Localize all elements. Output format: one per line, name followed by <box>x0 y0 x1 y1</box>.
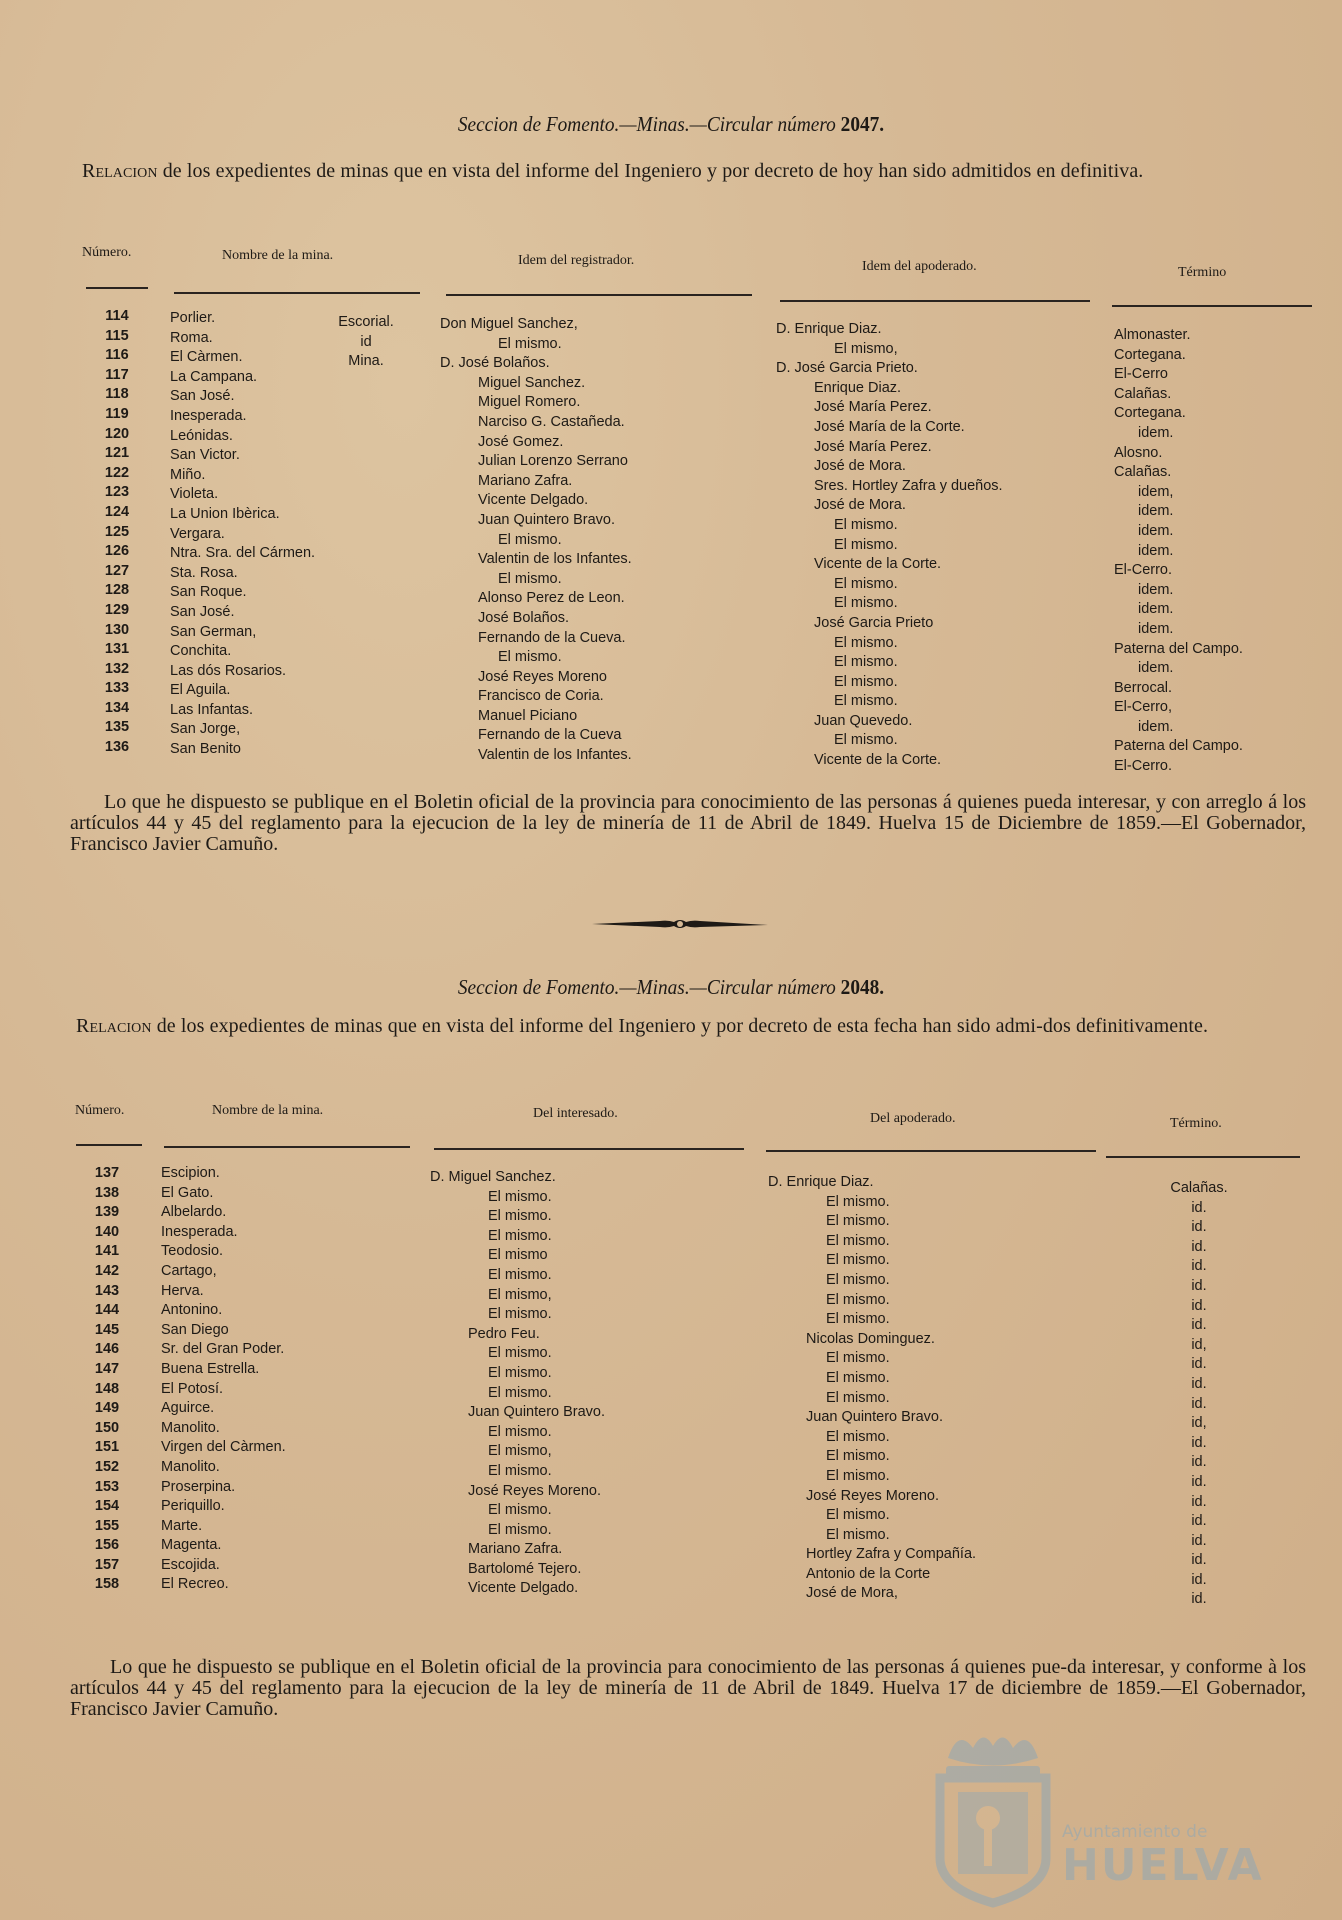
s1-col-registrador <box>440 315 632 766</box>
cell-mina: Inesperada. <box>170 407 247 424</box>
cell-numero: 158 <box>94 1576 120 1593</box>
cell-interesado: El mismo. <box>488 1364 552 1381</box>
cell-registrador: Valentin de los Infantes. <box>478 747 632 764</box>
cell-numero: 125 <box>104 523 130 540</box>
cell-tipo <box>336 509 396 529</box>
cell-numero: 156 <box>94 1537 120 1554</box>
cell-registrador: Don Miguel Sanchez, <box>440 316 578 332</box>
cell-numero: 148 <box>94 1380 120 1397</box>
cell-apoderado: Juan Quintero Bravo. <box>806 1409 944 1426</box>
cell-termino: El-Cerro <box>1114 366 1168 383</box>
cell-termino: idem. <box>1138 601 1174 618</box>
ornament-divider <box>590 914 770 934</box>
cell-numero: 140 <box>94 1223 120 1240</box>
s1-header-rule <box>1112 305 1312 307</box>
cell-termino: idem. <box>1138 542 1174 559</box>
cell-tipo <box>336 646 396 666</box>
cell-numero: 121 <box>104 445 130 462</box>
cell-tipo <box>336 411 396 431</box>
cell-numero: 126 <box>104 543 130 560</box>
section2-intro-lead: Relacion <box>76 1015 152 1037</box>
cell-apoderado: José de Mora. <box>814 458 906 475</box>
cell-termino: id. <box>1191 1375 1207 1392</box>
cell-termino: Paterna del Campo. <box>1114 738 1243 755</box>
cell-mina: San Jorge, <box>170 721 241 738</box>
cell-termino: idem. <box>1138 718 1174 735</box>
cell-apoderado: José de Mora. <box>814 497 906 514</box>
s1-col-termino <box>1114 326 1243 777</box>
section2-title <box>54 975 1289 1000</box>
cell-termino: id. <box>1191 1532 1207 1549</box>
section1-intro-lead: Relacion <box>82 160 158 182</box>
s2-header-rule <box>1106 1156 1300 1158</box>
cell-tipo <box>336 587 396 607</box>
cell-apoderado: Nicolas Dominguez. <box>806 1330 935 1347</box>
cell-interesado: El mismo. <box>488 1227 552 1244</box>
s2-header-nombre: Nombre de la mina. <box>212 1103 324 1118</box>
cell-termino: idem. <box>1138 522 1174 539</box>
cell-apoderado: Vicente de la Corte. <box>814 556 942 573</box>
cell-mina: El Recreo. <box>161 1576 229 1593</box>
cell-numero: 137 <box>94 1165 120 1181</box>
s1-col-mina <box>170 309 315 760</box>
cell-numero: 154 <box>94 1498 120 1515</box>
s1-header-rule <box>446 294 752 296</box>
cell-tipo <box>336 470 396 490</box>
cell-numero: 122 <box>104 464 130 481</box>
cell-mina: La Campana. <box>170 368 258 385</box>
cell-numero: 133 <box>104 680 130 697</box>
cell-tipo <box>336 627 396 647</box>
cell-apoderado: El mismo. <box>826 1448 890 1465</box>
cell-termino: id. <box>1191 1297 1207 1314</box>
cell-termino: Cortegana. <box>1114 346 1186 363</box>
cell-termino: El-Cerro. <box>1114 562 1173 579</box>
cell-apoderado: El mismo. <box>834 693 898 710</box>
cell-termino: idem, <box>1138 483 1174 500</box>
s2-col-numero <box>82 1164 132 1595</box>
s2-header-numero: Número. <box>75 1103 125 1118</box>
cell-numero: 123 <box>104 484 130 501</box>
section1-intro-text: de los expedientes de minas que en vista del informe del Ingeniero y por decreto de hoy han sido admitidos en definitiva. <box>162 160 1144 182</box>
cell-apoderado: El mismo. <box>826 1467 890 1484</box>
s1-header-numero: Número. <box>82 245 132 260</box>
cell-mina: Roma. <box>170 329 213 346</box>
cell-registrador: José Gomez. <box>478 433 564 450</box>
huelva-coat-of-arms-watermark <box>928 1718 1058 1908</box>
cell-numero: 142 <box>94 1262 120 1279</box>
cell-registrador: El mismo. <box>498 570 562 587</box>
cell-interesado: El mismo. <box>488 1521 552 1538</box>
cell-apoderado: Vicente de la Corte. <box>814 752 942 769</box>
section1-title-text: Seccion de Fomento.—Minas.—Circular número <box>457 112 836 136</box>
cell-mina: El Potosí. <box>161 1380 224 1397</box>
cell-mina: San Victor. <box>170 447 240 464</box>
cell-tipo: id <box>360 333 372 350</box>
cell-numero: 141 <box>94 1243 120 1260</box>
cell-numero: 116 <box>105 347 129 364</box>
cell-tipo <box>336 529 396 549</box>
cell-apoderado: D. Enrique Diaz. <box>776 321 882 337</box>
cell-numero: 146 <box>94 1341 120 1358</box>
cell-apoderado: El mismo. <box>834 575 898 592</box>
cell-mina: Vergara. <box>170 525 225 542</box>
cell-termino: Almonaster. <box>1114 327 1191 343</box>
cell-termino: idem. <box>1138 424 1174 441</box>
s1-header-apoderado: Idem del apoderado. <box>862 259 977 274</box>
cell-registrador: José Bolaños. <box>478 609 570 626</box>
s2-header-rule <box>164 1146 410 1148</box>
cell-apoderado: El mismo. <box>834 673 898 690</box>
cell-mina: San Diego <box>161 1321 229 1338</box>
cell-mina: Periquillo. <box>161 1498 225 1515</box>
cell-numero: 128 <box>104 582 130 599</box>
cell-registrador: Mariano Zafra. <box>478 472 573 489</box>
cell-apoderado: El mismo. <box>826 1389 890 1406</box>
cell-registrador: José Reyes Moreno <box>478 668 607 685</box>
cell-mina: Inesperada. <box>161 1223 238 1240</box>
cell-mina: El Càrmen. <box>170 349 243 366</box>
cell-numero: 150 <box>94 1419 120 1436</box>
cell-apoderado: El mismo. <box>826 1271 890 1288</box>
cell-apoderado: El mismo. <box>826 1507 890 1524</box>
cell-termino: id. <box>1191 1513 1207 1530</box>
cell-mina: Virgen del Càrmen. <box>161 1439 286 1456</box>
cell-registrador: Manuel Piciano <box>478 707 578 724</box>
cell-termino: id. <box>1191 1454 1207 1471</box>
cell-mina: Antonino. <box>161 1302 223 1319</box>
cell-termino: Calañas. <box>1114 385 1172 402</box>
cell-mina: San German, <box>170 623 257 640</box>
cell-registrador: El mismo. <box>498 649 562 666</box>
cell-mina: Escipion. <box>161 1165 220 1181</box>
cell-tipo <box>336 431 396 451</box>
cell-apoderado: José María de la Corte. <box>814 418 965 435</box>
cell-mina: Marte. <box>161 1517 203 1534</box>
section2-circular-number: 2048. <box>840 975 885 999</box>
cell-numero: 151 <box>94 1439 120 1456</box>
cell-mina: Aguirce. <box>161 1400 215 1417</box>
cell-apoderado: El mismo. <box>834 516 898 533</box>
cell-registrador: El mismo. <box>498 531 562 548</box>
cell-interesado: El mismo. <box>488 1345 552 1362</box>
cell-mina: San José. <box>170 603 235 620</box>
cell-mina: Las dós Rosarios. <box>170 662 287 679</box>
cell-apoderado: José Garcia Prieto <box>814 614 934 631</box>
cell-numero: 136 <box>104 739 130 756</box>
cell-numero: 120 <box>104 425 130 442</box>
s2-header-termino: Término. <box>1170 1116 1222 1131</box>
cell-mina: San Benito <box>170 741 241 758</box>
cell-mina: El Aguila. <box>170 682 231 699</box>
cell-mina: Violeta. <box>170 486 219 503</box>
cell-mina: Conchita. <box>170 643 232 660</box>
cell-apoderado: El mismo. <box>826 1291 890 1308</box>
cell-numero: 144 <box>94 1302 120 1319</box>
cell-apoderado: El mismo. <box>826 1213 890 1230</box>
section1-title <box>54 112 1289 137</box>
cell-apoderado: Hortley Zafra y Compañía. <box>806 1546 977 1563</box>
cell-numero: 143 <box>94 1282 120 1299</box>
cell-interesado: Bartolomé Tejero. <box>468 1560 582 1577</box>
section1-intro <box>82 160 1312 183</box>
s2-header-interesado: Del interesado. <box>533 1106 618 1121</box>
cell-interesado: El mismo. <box>488 1208 552 1225</box>
cell-tipo: Mina. <box>348 353 384 370</box>
cell-mina: El Gato. <box>161 1184 214 1201</box>
cell-apoderado: El mismo. <box>826 1526 890 1543</box>
s2-col-apoderado <box>768 1173 976 1604</box>
cell-mina: La Union Ibèrica. <box>170 505 280 522</box>
cell-mina: Magenta. <box>161 1537 222 1554</box>
cell-numero: 149 <box>94 1400 120 1417</box>
cell-interesado: El mismo. <box>488 1462 552 1479</box>
cell-numero: 134 <box>104 699 130 716</box>
cell-termino: idem. <box>1138 581 1174 598</box>
cell-registrador: Valentin de los Infantes. <box>478 551 632 568</box>
cell-apoderado: José María Perez. <box>814 438 932 455</box>
cell-registrador: Julian Lorenzo Serrano <box>478 453 628 470</box>
s2-col-mina <box>161 1164 286 1595</box>
cell-termino: id. <box>1191 1395 1207 1412</box>
s2-header-rule <box>766 1150 1096 1152</box>
cell-mina: Proserpina. <box>161 1478 236 1495</box>
cell-mina: Cartago, <box>161 1262 217 1279</box>
cell-termino: id. <box>1191 1277 1207 1294</box>
cell-numero: 145 <box>94 1321 120 1338</box>
cell-tipo <box>336 391 396 411</box>
cell-apoderado: El mismo. <box>826 1428 890 1445</box>
s2-header-apoderado: Del apoderado. <box>870 1111 956 1126</box>
cell-numero: 135 <box>104 719 130 736</box>
cell-interesado: El mismo. <box>488 1266 552 1283</box>
cell-tipo <box>336 568 396 588</box>
cell-termino: id. <box>1191 1591 1207 1608</box>
cell-tipo <box>336 548 396 568</box>
cell-registrador: Alonso Perez de Leon. <box>478 590 625 607</box>
cell-tipo <box>336 489 396 509</box>
cell-numero: 124 <box>104 503 130 520</box>
cell-apoderado: D. Enrique Diaz. <box>768 1174 874 1190</box>
cell-termino: id. <box>1191 1317 1207 1334</box>
cell-termino: id. <box>1191 1434 1207 1451</box>
cell-numero: 118 <box>105 386 129 403</box>
cell-tipo <box>336 372 396 392</box>
cell-termino: id, <box>1191 1415 1207 1432</box>
cell-mina: Leónidas. <box>170 427 233 444</box>
cell-apoderado: El mismo. <box>826 1232 890 1249</box>
cell-interesado: Pedro Feu. <box>468 1325 540 1342</box>
cell-numero: 157 <box>94 1556 120 1573</box>
cell-apoderado: José María Perez. <box>814 399 932 416</box>
cell-termino: Calañas. <box>1114 464 1172 481</box>
s2-col-termino <box>1164 1179 1234 1610</box>
cell-interesado: D. Miguel Sanchez. <box>430 1169 556 1185</box>
cell-termino: id. <box>1191 1356 1207 1373</box>
cell-registrador: Juan Quintero Bravo. <box>478 511 616 528</box>
section2-intro <box>76 1015 1308 1038</box>
watermark-text-line1: Ayuntamiento de <box>1062 1822 1208 1842</box>
cell-tipo <box>336 724 396 744</box>
cell-termino: Cortegana. <box>1114 405 1186 422</box>
s1-header-rule <box>174 292 420 294</box>
cell-numero: 147 <box>94 1360 120 1377</box>
cell-numero: 129 <box>104 601 130 618</box>
cell-apoderado: José de Mora, <box>806 1585 898 1602</box>
cell-mina: Las Infantas. <box>170 701 254 718</box>
cell-interesado: Juan Quintero Bravo. <box>468 1404 606 1421</box>
cell-apoderado: Enrique Diaz. <box>814 379 902 396</box>
cell-numero: 155 <box>94 1517 120 1534</box>
cell-numero: 131 <box>104 641 130 658</box>
section2-intro-text: de los expedientes de minas que en vista del informe del Ingeniero y por decreto de esta fecha han sido admi-dos definitivamente. <box>156 1015 1209 1037</box>
cell-interesado: El mismo, <box>488 1443 552 1460</box>
cell-termino: idem. <box>1138 503 1174 520</box>
cell-mina: Teodosio. <box>161 1243 224 1260</box>
cell-interesado: El mismo. <box>488 1423 552 1440</box>
cell-registrador: Vicente Delgado. <box>478 492 589 509</box>
cell-mina: Herva. <box>161 1282 204 1299</box>
s1-header-rule <box>86 287 148 289</box>
cell-registrador: Miguel Sanchez. <box>478 374 586 391</box>
cell-apoderado: El mismo. <box>826 1369 890 1386</box>
cell-interesado: Mariano Zafra. <box>468 1541 563 1558</box>
cell-registrador: D. José Bolaños. <box>440 355 550 372</box>
cell-termino: El-Cerro, <box>1114 699 1173 716</box>
cell-registrador: Narciso G. Castañeda. <box>478 413 625 430</box>
cell-termino: idem. <box>1138 660 1174 677</box>
cell-tipo <box>336 666 396 686</box>
cell-tipo <box>336 607 396 627</box>
cell-interesado: José Reyes Moreno. <box>468 1482 601 1499</box>
cell-apoderado: El mismo. <box>834 732 898 749</box>
cell-mina: Sta. Rosa. <box>170 564 238 581</box>
cell-interesado: El mismo. <box>488 1384 552 1401</box>
cell-registrador: Fernando de la Cueva. <box>478 629 626 646</box>
s1-col-tipo <box>336 313 396 764</box>
cell-mina: Manolito. <box>161 1458 220 1475</box>
cell-numero: 153 <box>94 1478 120 1495</box>
s1-col-apoderado <box>776 320 1003 771</box>
section2-title-text: Seccion de Fomento.—Minas.—Circular número <box>457 975 836 999</box>
section1-circular-number: 2047. <box>840 112 885 136</box>
cell-registrador: El mismo. <box>498 335 562 352</box>
cell-registrador: Fernando de la Cueva <box>478 727 622 744</box>
cell-termino: Calañas. <box>1170 1180 1228 1196</box>
cell-numero: 115 <box>105 327 129 344</box>
cell-termino: id. <box>1191 1493 1207 1510</box>
s1-header-rule <box>780 300 1090 302</box>
cell-termino: id. <box>1191 1552 1207 1569</box>
cell-termino: idem. <box>1138 620 1174 637</box>
section1-closing: Lo que he dispuesto se publique en el Boletin oficial de la provincia para conocimiento de las personas á quienes pueda interesar, y con arreglo á los artículos 44 y 45 del reglamento para la ejecucion de la ley de minería de 11 de Abril de 1849. Huelva 15 de Diciembre de 1859.—El Gobernador, Francisco Javier Camuño. <box>70 791 1306 855</box>
cell-mina: Buena Estrella. <box>161 1360 260 1377</box>
cell-apoderado: El mismo. <box>826 1252 890 1269</box>
cell-interesado: El mismo. <box>488 1188 552 1205</box>
cell-apoderado: El mismo. <box>834 634 898 651</box>
cell-mina: San Roque. <box>170 584 247 601</box>
cell-termino: id. <box>1191 1473 1207 1490</box>
s1-header-termino: Término <box>1178 265 1227 280</box>
cell-numero: 130 <box>104 621 130 638</box>
cell-numero: 114 <box>105 308 129 324</box>
cell-interesado: Vicente Delgado. <box>468 1580 579 1597</box>
s2-col-interesado <box>430 1168 605 1599</box>
s2-header-rule <box>76 1144 142 1146</box>
cell-mina: Porlier. <box>170 310 216 326</box>
cell-apoderado: El mismo. <box>826 1193 890 1210</box>
cell-mina: Escojida. <box>161 1556 220 1573</box>
cell-apoderado: Sres. Hortley Zafra y dueños. <box>814 477 1003 494</box>
cell-registrador: Miguel Romero. <box>478 394 581 411</box>
cell-mina: Ntra. Sra. del Cármen. <box>170 545 316 562</box>
cell-numero: 117 <box>105 366 129 383</box>
cell-interesado: El mismo <box>488 1247 548 1264</box>
cell-termino: Paterna del Campo. <box>1114 640 1243 657</box>
cell-tipo <box>336 685 396 705</box>
cell-mina: Sr. del Gran Poder. <box>161 1341 285 1358</box>
cell-termino: id. <box>1191 1219 1207 1236</box>
cell-apoderado: El mismo. <box>826 1350 890 1367</box>
s1-header-nombre: Nombre de la mina. <box>222 248 334 263</box>
cell-registrador: Francisco de Coria. <box>478 688 604 705</box>
cell-termino: id, <box>1191 1336 1207 1353</box>
cell-mina: Miño. <box>170 466 206 483</box>
cell-termino: Berrocal. <box>1114 679 1173 696</box>
cell-tipo: Escorial. <box>338 314 394 330</box>
cell-numero: 132 <box>104 660 130 677</box>
cell-termino: Alosno. <box>1114 444 1163 461</box>
watermark-text-line2: HUELVA <box>1062 1840 1264 1891</box>
s1-col-numero <box>92 307 142 758</box>
cell-apoderado: El mismo. <box>834 536 898 553</box>
cell-termino: id. <box>1191 1238 1207 1255</box>
cell-numero: 127 <box>104 562 130 579</box>
cell-apoderado: El mismo. <box>826 1311 890 1328</box>
cell-numero: 152 <box>94 1458 120 1475</box>
s2-header-rule <box>434 1148 744 1150</box>
cell-mina: Albelardo. <box>161 1204 227 1221</box>
cell-apoderado: José Reyes Moreno. <box>806 1487 939 1504</box>
cell-apoderado: El mismo. <box>834 654 898 671</box>
section2-closing: Lo que he dispuesto se publique en el Boletin oficial de la provincia para conocimiento de las personas á quienes pue-da interesar, y conforme à los artículos 44 y 45 del reglamento para la ejecucion de la ley de minería de 11 de Abril de 1849. Huelva 17 de diciembre de 1859.—El Gobernador, Francisco Javier Camuño. <box>70 1656 1306 1720</box>
cell-termino: El-Cerro. <box>1114 758 1173 775</box>
cell-apoderado: El mismo. <box>834 595 898 612</box>
cell-apoderado: Antonio de la Corte <box>806 1565 931 1582</box>
cell-termino: id. <box>1191 1199 1207 1216</box>
s1-header-registrador: Idem del registrador. <box>518 253 635 268</box>
cell-mina: Manolito. <box>161 1419 220 1436</box>
cell-apoderado: El mismo, <box>834 340 898 357</box>
cell-termino: id. <box>1191 1258 1207 1275</box>
cell-tipo <box>336 705 396 725</box>
cell-numero: 139 <box>94 1204 120 1221</box>
cell-apoderado: D. José Garcia Prieto. <box>776 360 918 377</box>
cell-termino: id. <box>1191 1571 1207 1588</box>
cell-interesado: El mismo, <box>488 1286 552 1303</box>
cell-interesado: El mismo. <box>488 1502 552 1519</box>
cell-numero: 138 <box>94 1184 120 1201</box>
cell-numero: 119 <box>105 405 129 422</box>
cell-mina: San José. <box>170 388 235 405</box>
cell-interesado: El mismo. <box>488 1306 552 1323</box>
cell-tipo <box>336 450 396 470</box>
cell-tipo <box>336 744 396 764</box>
cell-apoderado: Juan Quevedo. <box>814 712 913 729</box>
